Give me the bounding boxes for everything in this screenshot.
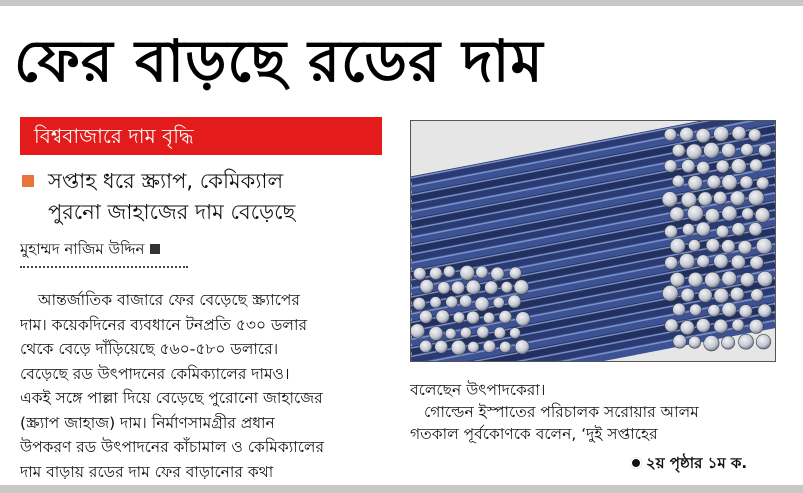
rebar-end bbox=[420, 280, 434, 294]
rebar-end bbox=[430, 267, 443, 280]
rebar-end bbox=[446, 296, 458, 308]
rebar-end bbox=[429, 327, 443, 341]
rebar-end bbox=[706, 239, 720, 253]
rebar-end bbox=[697, 161, 710, 174]
rebar-end bbox=[444, 266, 456, 278]
rebar-end bbox=[672, 144, 685, 157]
rebar-end bbox=[714, 288, 729, 303]
rebar-end bbox=[739, 334, 754, 349]
rebar-end bbox=[662, 192, 677, 207]
rebar-end bbox=[662, 285, 678, 301]
rebar-end bbox=[731, 255, 745, 269]
article-body bbox=[20, 288, 382, 484]
rebar-end bbox=[722, 240, 736, 254]
rebar-end bbox=[687, 205, 703, 221]
rebar-end bbox=[413, 268, 426, 281]
rebar-end bbox=[757, 271, 772, 286]
rebar-end bbox=[689, 336, 701, 348]
rebar-end bbox=[673, 335, 687, 349]
rebar-end bbox=[696, 222, 710, 236]
rebar-end bbox=[508, 295, 521, 308]
rebar-end bbox=[686, 144, 702, 160]
rebar-end bbox=[714, 254, 728, 268]
continued-line: গতকাল পূর্বকোণকে বলেন, ‘দুই সপ্তাহের bbox=[410, 425, 658, 443]
rebar-end bbox=[748, 129, 761, 142]
rebar-end bbox=[476, 266, 488, 278]
rebar-end bbox=[500, 341, 511, 352]
continued-line: গোল্ডেন ইস্পাতের পরিচালক সরোয়ার আলম bbox=[424, 403, 699, 421]
rebar-end bbox=[494, 327, 506, 339]
rebar-end bbox=[436, 310, 449, 323]
rebar-end bbox=[750, 256, 764, 270]
dotted-divider bbox=[20, 266, 188, 268]
rebar-end bbox=[451, 281, 464, 294]
rebar-end bbox=[682, 223, 694, 235]
rebar-end bbox=[722, 143, 736, 157]
rebar-end bbox=[705, 208, 719, 222]
rebar-end bbox=[696, 319, 710, 333]
headline: ফের বাড়ছে রডের দাম bbox=[14, 27, 544, 95]
rebar-end bbox=[411, 324, 425, 338]
rebar-end bbox=[722, 271, 737, 286]
flower-marker-icon bbox=[630, 457, 642, 469]
rebar-end bbox=[670, 238, 685, 253]
body-line: দাম বাড়ায় রডের দাম ফের বাড়ানোর কথা bbox=[20, 462, 274, 481]
body-line: দাম। কয়েকদিনের ব্যবধানে টনপ্রতি ৫৩০ ডলার bbox=[20, 315, 307, 334]
rebar-end bbox=[732, 319, 744, 331]
rebar-end bbox=[477, 326, 489, 338]
rebar-end bbox=[698, 192, 712, 206]
rebar-end bbox=[430, 297, 441, 308]
rebar-end bbox=[682, 159, 695, 172]
rebar-end bbox=[722, 206, 737, 221]
rebar-end bbox=[697, 255, 710, 268]
rebar-end bbox=[713, 191, 726, 204]
rebar-end bbox=[714, 319, 728, 333]
rebar-end bbox=[672, 175, 684, 187]
rebar-end bbox=[714, 126, 729, 141]
rebar-end bbox=[732, 223, 745, 236]
rebar-end bbox=[680, 127, 694, 141]
rebar-end bbox=[467, 311, 480, 324]
rebar-end bbox=[690, 304, 702, 316]
square-marker-icon bbox=[150, 244, 160, 254]
rebar-end bbox=[688, 176, 703, 191]
rebar-end bbox=[435, 340, 448, 353]
author-name: মুহাম্মদ নাজিম উদ্দিন bbox=[20, 240, 145, 258]
rebar-end bbox=[740, 176, 753, 189]
bottom-rule bbox=[0, 485, 803, 493]
rebar-end bbox=[704, 142, 720, 158]
rebar-end bbox=[756, 177, 769, 190]
rebar-end bbox=[665, 319, 678, 332]
rebar-end bbox=[453, 312, 464, 323]
rebar-end bbox=[705, 272, 721, 288]
rebar-end bbox=[670, 272, 685, 287]
rebar-end bbox=[750, 159, 763, 172]
rebar-end bbox=[696, 128, 710, 142]
highlight-text bbox=[48, 166, 388, 228]
rebar-end bbox=[707, 175, 721, 189]
rebar-end bbox=[740, 273, 754, 287]
rebar-end bbox=[485, 281, 498, 294]
rebar-end bbox=[751, 289, 764, 302]
rebar-end bbox=[451, 340, 466, 355]
rebar-end bbox=[722, 302, 737, 317]
rebar-end bbox=[493, 297, 504, 308]
byline bbox=[20, 238, 160, 260]
rebar-end bbox=[704, 336, 719, 351]
rebar-end bbox=[755, 208, 770, 223]
rebar-end bbox=[468, 341, 479, 352]
rebar-end bbox=[475, 297, 489, 311]
rebar-end bbox=[742, 208, 754, 220]
rebar-end bbox=[731, 159, 746, 174]
rebar-end bbox=[466, 280, 480, 294]
continuation-text: ২য় পৃষ্ঠার ১ম ক. bbox=[646, 454, 748, 472]
body-line: থেকে বেড়ে দাঁড়িয়েছে ৫৬০-৫৮০ ডলারে। bbox=[20, 340, 279, 358]
body-line: একই সঙ্গে পাল্লা দিয়ে বেড়েছে পুরোনো জাহাজের bbox=[20, 389, 323, 407]
rebar-illustration bbox=[411, 121, 775, 361]
rebar-end bbox=[460, 327, 471, 338]
rebar-end bbox=[460, 295, 472, 307]
square-bullet-icon bbox=[22, 175, 34, 187]
rebar-end bbox=[722, 175, 737, 190]
highlight-line: সপ্তাহ ধরে স্ক্র্যাপ, কেমিক্যাল bbox=[48, 169, 284, 193]
rebar-end bbox=[665, 225, 678, 238]
rebar-end bbox=[732, 126, 746, 140]
continuation-note bbox=[630, 452, 790, 474]
rebar-end bbox=[664, 129, 676, 141]
rebar-end bbox=[420, 340, 432, 352]
rebar-end bbox=[688, 272, 703, 287]
rebar-end bbox=[759, 144, 772, 157]
rebar-end bbox=[730, 191, 745, 206]
rebar-end bbox=[483, 312, 494, 323]
rebar-end bbox=[679, 253, 695, 269]
rebar-end bbox=[665, 256, 678, 269]
rebar-end bbox=[681, 288, 695, 302]
rebar-end bbox=[680, 321, 694, 335]
rebar-end bbox=[460, 265, 475, 280]
body-line: বেড়েছে রড উৎপাদনের কেমিক্যালের দামও। bbox=[20, 364, 290, 383]
rebar-end bbox=[748, 190, 764, 206]
rebar-end bbox=[419, 310, 432, 323]
rebar-end bbox=[708, 304, 720, 316]
rebar-end bbox=[698, 288, 712, 302]
rebar-end bbox=[499, 311, 512, 324]
rebar-end bbox=[664, 160, 677, 173]
rebar-end bbox=[716, 160, 729, 173]
rebar-end bbox=[483, 340, 495, 352]
rebar-end bbox=[501, 282, 512, 293]
rebar-end bbox=[438, 282, 450, 294]
rebar-end bbox=[510, 328, 521, 339]
rebar-end bbox=[514, 280, 529, 295]
rebar-end bbox=[670, 207, 684, 221]
rebar-end bbox=[756, 334, 771, 349]
highlight-line: পুরনো জাহাজের দাম বেড়েছে bbox=[48, 200, 296, 224]
rebar-photo bbox=[410, 120, 776, 362]
continued-text bbox=[410, 379, 782, 445]
rebar-end bbox=[756, 238, 772, 254]
top-rule bbox=[0, 0, 803, 6]
rebar-end bbox=[738, 240, 752, 254]
body-line: আন্তর্জাতিক বাজারে ফের বেড়েছে স্ক্র্যাপের bbox=[38, 291, 300, 309]
body-line: উপকরণ রড উৎপাদনের কাঁচামাল ও কেমিক্যালের bbox=[20, 438, 324, 456]
rebar-end bbox=[688, 240, 700, 252]
rebar-end bbox=[413, 297, 426, 310]
continued-line: বলেছেন উৎপাদকেরা। bbox=[410, 381, 546, 399]
rebar-end bbox=[716, 225, 729, 238]
rebar-end bbox=[730, 287, 744, 301]
rebar-end bbox=[749, 223, 762, 236]
rebar-end bbox=[445, 328, 456, 339]
rebar-end bbox=[491, 267, 504, 280]
rebar-end bbox=[515, 340, 529, 354]
rebar-end bbox=[722, 336, 735, 349]
rebar-end bbox=[741, 144, 754, 157]
subhead-banner: বিশ্ববাজারে দাম বৃদ্ধি bbox=[20, 117, 382, 155]
body-line: (স্ক্র্যাপ জাহাজ) দাম। নির্মাণসামগ্রীর প্রধান bbox=[20, 413, 275, 432]
rebar-end bbox=[739, 305, 752, 318]
rebar-end bbox=[758, 304, 772, 318]
rebar-end bbox=[749, 319, 763, 333]
rebar-end bbox=[509, 267, 521, 279]
rebar-end bbox=[516, 312, 530, 326]
rebar-end bbox=[673, 303, 686, 316]
